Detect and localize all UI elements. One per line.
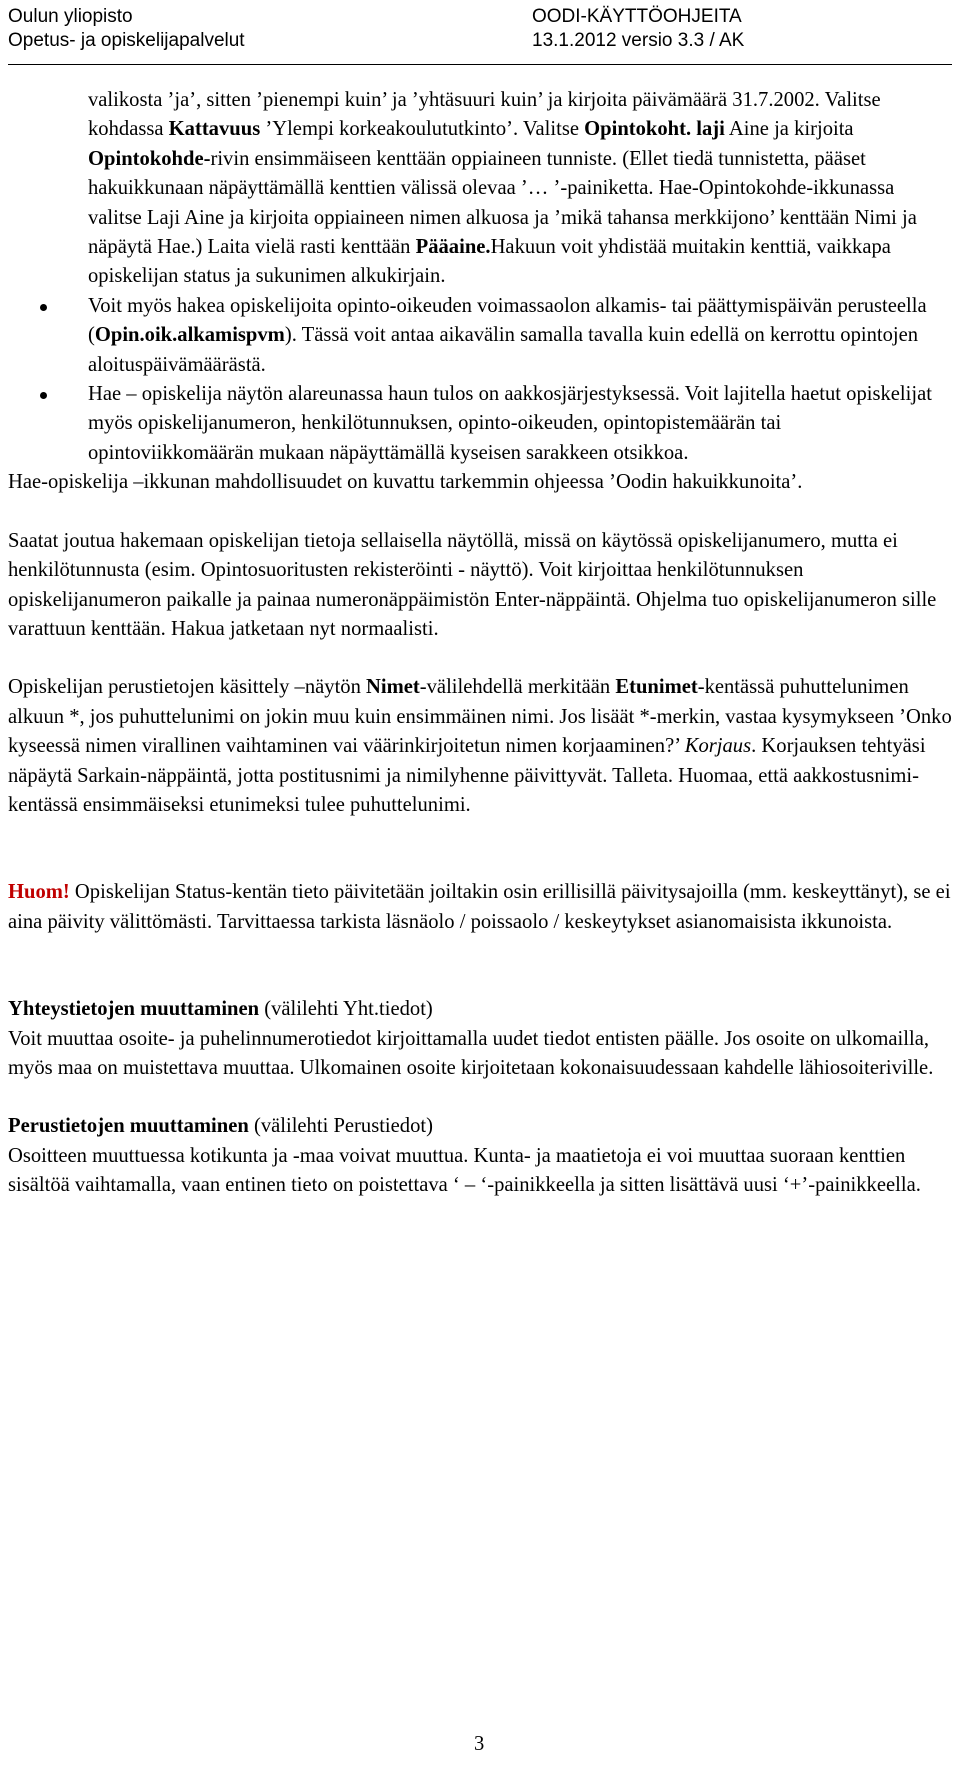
paragraph: Saatat joutua hakemaan opiskelijan tietoja sellaisella näytöllä, missä on käytössä opiskelijanumero, mutta ei henkilötunnusta (esim. Opintosuoritusten rekisteröinti - näyttö). Voit kirjoittaa henkilötunnuksen opiskelijanumeron paikalle ja painaa numeronäppäimistön Enter-näppäintä. Ohjelma tuo opiskelijanumeron sille varattuun kenttään. Hakua jatketaan nyt normaalisti. xyxy=(8,529,937,640)
section-heading xyxy=(8,995,952,1024)
bullet-list xyxy=(8,292,952,468)
text-run: . Korjauksen tehtyäsi näpäytä Sarkain-näppäintä, jotta postitusnimi ja nimilyhenne päivittyvät. Talleta. Huomaa, että aakkostusnimi-kentässä ensimmäiseksi etunimeksi tulee puhuttelunimi. xyxy=(8,735,926,816)
header-left xyxy=(8,5,245,53)
status-note-paragraph xyxy=(8,878,952,937)
text-run: Voit myös hakea opiskelijoita opinto-oikeuden voimassaolon alkamis- tai päättymispäivän perusteella ( xyxy=(88,294,927,347)
text-run: rivin ensimmäiseen kenttään oppiaineen tunniste. (Ellet tiedä tunnistetta, pääset hakuikkunaan näpäyttämällä kenttien välissä olevaa ’… ’-painiketta. Hae-Opintokohde-ikkunassa valitse Laji Aine ja kirjoita oppiaineen nimen alkuosa ja ’mikä tahansa merkkijono’ kenttään Nimi ja näpäytä Hae.) Laita vielä rasti kenttään xyxy=(88,147,917,259)
heading-text: Yhteystietojen muuttaminen xyxy=(8,998,260,1021)
document-body xyxy=(8,86,952,1201)
spacer xyxy=(8,1083,952,1112)
heading-note: (välilehti Yht.tiedot) xyxy=(259,998,433,1021)
bold-term: Opintokoht. laji xyxy=(584,118,725,141)
names-paragraph xyxy=(8,673,952,820)
section-body: Osoitteen muuttuessa kotikunta ja -maa voivat muuttua. Kunta- ja maatietoja ei voi muuttaa suoraan kenttien sisältöä vaihtamalla, vaan entinen tieto on poistettava ‘ – ‘-painikkeella ja sitten lisättävä uusi ‘+’-painikkeella. xyxy=(8,1144,921,1197)
text-run: valikosta ’ja’, sitten ’pienempi kuin’ ja ’yhtäsuuri kuin’ ja kirjoita päivämäärä 31.7.2002. Valitse kohdassa xyxy=(88,89,881,141)
text-run: ). Tässä voit antaa aikavälin samalla tavalla kuin edellä on kerrottu opintojen aloituspäivämäärästä. xyxy=(88,324,919,376)
page-header xyxy=(0,0,960,66)
page-number: 3 xyxy=(474,1733,485,1755)
document-title: OODI-KÄYTTÖOHJEITA xyxy=(532,6,742,27)
heading-text: Perustietojen muuttaminen xyxy=(8,1115,249,1138)
paragraph: Hae-opiskelija –ikkunan mahdollisuudet on kuvattu tarkemmin ohjeessa ’Oodin hakuikkunoita’. xyxy=(8,471,803,494)
text-run: Aine ja kirjoita xyxy=(724,118,854,141)
search-instructions-paragraph xyxy=(88,86,952,292)
list-item xyxy=(88,380,952,468)
section-body: Voit muuttaa osoite- ja puhelinnumerotiedot kirjoittamalla uudet tiedot entisten päälle. Jos osoite on ulkomailla, myös maa on muistettava muuttaa. Ulkomainen osoite kirjoitetaan kokonaisuudessaan kahdelle lähiosoiteriville. xyxy=(8,1027,934,1079)
spacer xyxy=(8,644,952,673)
spacer xyxy=(8,820,952,878)
list-item xyxy=(88,292,952,380)
bullet-icon xyxy=(40,304,47,311)
spacer xyxy=(8,937,952,995)
text-run: -välilehdellä merkitään xyxy=(419,676,616,699)
document-version: 13.1.2012 versio 3.3 / AK xyxy=(532,30,745,51)
text-run: Hakuun voit yhdistää muitakin kenttiä, vaikkapa opiskelijan status ja sukunimen alkukirjain. xyxy=(88,236,891,288)
bold-term: Opintokohde- xyxy=(88,147,211,170)
section-heading xyxy=(8,1112,952,1141)
text-run: Hae – opiskelija näytön alareunassa haun tulos on aakkosjärjestyksessä. Voit lajitella haetut opiskelijat myös opiskelijanumeron, henkilötunnuksen, opinto-oikeuden, opintopistemäärän tai opintoviikkomäärän mukaan näpäyttämällä kyseisen sarakkeen otsikkoa. xyxy=(88,383,932,464)
italic-term: Korjaus xyxy=(684,735,752,758)
department-name: Opetus- ja opiskelijapalvelut xyxy=(8,30,245,51)
bold-term: Etunimet xyxy=(615,676,698,699)
bold-term: Nimet xyxy=(366,676,420,699)
header-right xyxy=(532,5,744,53)
bold-term: Opin.oik.alkamispvm xyxy=(94,324,285,347)
text-run: -kentässä puhuttelunimen alkuun *, jos puhuttelunimi on jokin muu kuin ensimmäinen nimi. Jos lisäät *-merkin, vastaa kysymykseen ’Onko kyseessä nimen virallinen vaihtaminen vai väärinkirjoitetun nimen korjaaminen?’ xyxy=(8,676,952,758)
text-run: Opiskelijan perustietojen käsittely –näytön xyxy=(8,676,367,699)
bold-term: Kattavuus xyxy=(168,118,261,141)
header-divider xyxy=(8,64,952,65)
text-run: ’Ylempi korkeakoulututkinto’. Valitse xyxy=(260,118,585,141)
university-name: Oulun yliopisto xyxy=(8,6,133,27)
bold-term: Pääaine. xyxy=(415,236,491,259)
bullet-icon xyxy=(40,392,47,399)
spacer xyxy=(8,498,952,527)
huom-label: Huom! xyxy=(8,881,70,904)
text-run: Opiskelijan Status-kentän tieto päivitetään joiltakin osin erillisillä päivitysajoilla (mm. keskeyttänyt), se ei aina päivity välittömästi. Tarvittaessa tarkista läsnäolo / poissaolo / keskeytykset asianomaisista ikkunoista. xyxy=(8,881,951,933)
heading-note: (välilehti Perustiedot) xyxy=(248,1115,433,1138)
